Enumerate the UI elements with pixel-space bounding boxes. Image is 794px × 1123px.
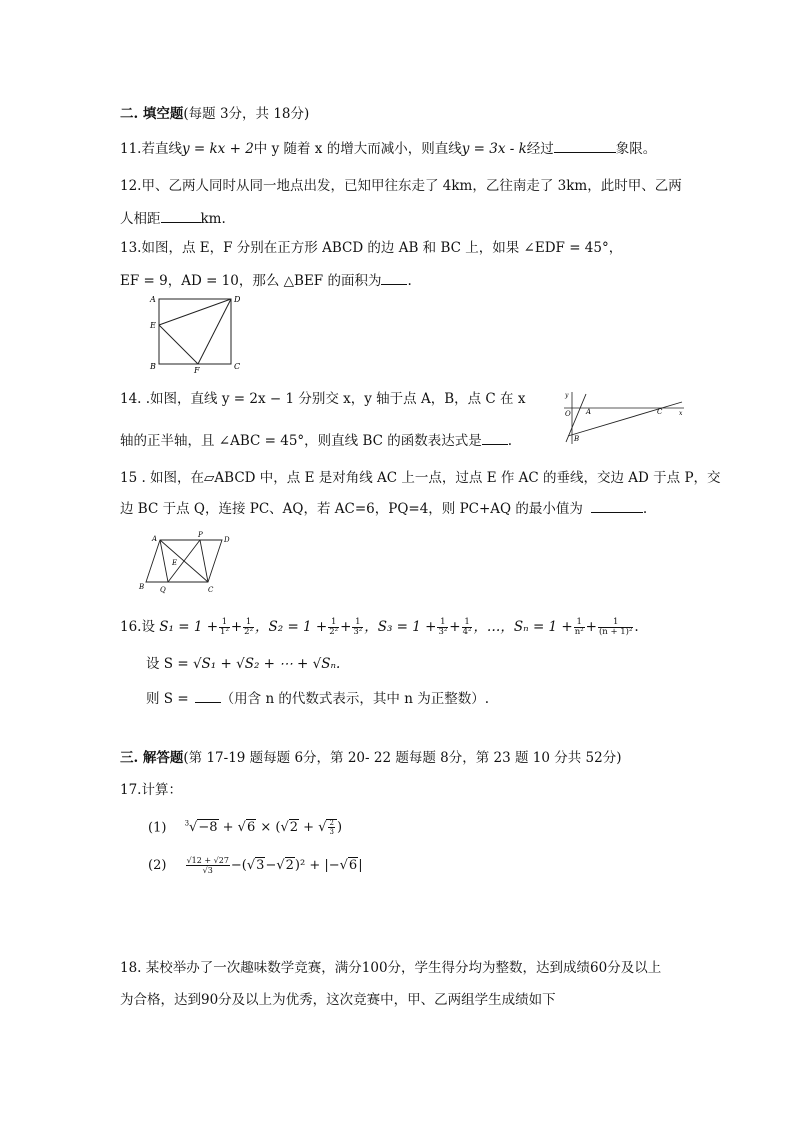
fig13-label-f: F bbox=[194, 366, 200, 374]
q14-text-b: . bbox=[507, 433, 513, 449]
q16-line-1: 16.设 S₁ = 1 + $\frac{1}{\text{1²}}$ + $\frac{1}{\text{2²}}$ ，S₂ = 1 + $\frac{1}{\text{2²}}$ + $\frac{1}{\text{3²}}$ ，S₃ = 1 + $\frac{1}{\text{3²}}$ + $\frac{1}{\text{4²}}$ ，…，Sₙ = 1 + $\frac{1}{\text{n²}}$ + $\frac{1}{\text{(n + 1)²}}$ . bbox=[120, 617, 639, 637]
q17-part-2-label: (2) bbox=[148, 858, 167, 873]
q16-text-3a: 则 S = bbox=[146, 691, 189, 707]
fig13-label-e: E bbox=[150, 321, 156, 330]
q16-sum-expression: √S₁ + √S₂ + ⋯ + √Sₙ. bbox=[192, 656, 341, 672]
q13-line-2 bbox=[120, 270, 412, 291]
q16-line-3 bbox=[146, 688, 489, 709]
q14-text-a: 轴的正半轴，且 ∠ABC = 45°，则直线 BC 的函数表达式是 bbox=[120, 433, 482, 449]
q12-answer-blank[interactable] bbox=[161, 208, 201, 223]
q15-answer-blank[interactable] bbox=[591, 498, 643, 513]
q16-s2: ，S₂ = 1 + bbox=[255, 619, 328, 635]
fig15-label-b: B bbox=[139, 583, 145, 591]
fig15-label-q: Q bbox=[160, 586, 166, 594]
q13-text-b: . bbox=[407, 273, 412, 289]
q17-part-1-label: (1) bbox=[148, 820, 167, 836]
q11-text-3: 经过 bbox=[526, 141, 554, 157]
fig13-label-d: D bbox=[234, 295, 241, 304]
q15-line-1: 15 . 如图，在▱ABCD 中，点 E 是对角线 AC 上一点，过点 E 作 AC 的垂线，交边 AD 于点 P，交 bbox=[120, 470, 721, 486]
q13-answer-blank[interactable] bbox=[381, 270, 407, 285]
section2-heading bbox=[120, 104, 309, 124]
q14-line-1: 14. .如图，直线 y = 2x − 1 分别交 x，y 轴于点 A，B，点 C 在 x bbox=[120, 391, 526, 407]
q11-number: 11. bbox=[120, 141, 142, 157]
fig13-label-c: C bbox=[234, 362, 241, 371]
q13-text-a: EF = 9，AD = 10，那么 △BEF 的面积为 bbox=[120, 273, 382, 289]
q12-text-a: 人相距 bbox=[120, 211, 161, 227]
q15-text-b: . bbox=[642, 501, 648, 517]
q15-parallelogram-figure bbox=[138, 530, 238, 596]
q11-answer-blank[interactable] bbox=[554, 138, 616, 153]
section3-title: 三. 解答题 bbox=[120, 750, 184, 766]
section3-heading bbox=[120, 748, 621, 768]
q16-answer-blank[interactable] bbox=[195, 688, 221, 703]
fig15-label-e: E bbox=[172, 559, 178, 567]
q16-s3: ，S₃ = 1 + bbox=[364, 619, 437, 635]
question-11 bbox=[120, 138, 656, 159]
q13-square-figure bbox=[146, 292, 246, 374]
q17-title: 17.计算： bbox=[120, 782, 182, 798]
q11-text-1: 若直线 bbox=[141, 141, 182, 157]
fig15-label-a: A bbox=[152, 535, 158, 543]
q12-line-1: 12.甲、乙两人同时从同一地点出发，已知甲往东走了 4km，乙往南走了 3km，此时甲、乙两 bbox=[120, 178, 682, 194]
fig14-label-o: O bbox=[565, 410, 571, 418]
q18-line-1: 18. 某校举办了一次趣味数学竞赛，满分100分，学生得分均为整数，达到成绩60分及以上 bbox=[120, 960, 662, 976]
q16-s1: S₁ = 1 + bbox=[159, 619, 219, 635]
fig14-label-b: B bbox=[574, 435, 580, 443]
q11-text-2: 中 y 随着 x 的增大而减小，则直线 bbox=[253, 141, 462, 157]
q16-line-2 bbox=[146, 654, 340, 674]
section3-note: (第 17-19 题每题 6分，第 20- 22 题每题 8分，第 23 题 10 分共 52分) bbox=[183, 750, 622, 766]
q15-line-2 bbox=[120, 498, 647, 519]
q11-equation-2: y = 3x - k bbox=[461, 141, 527, 157]
q16-text-2a: 设 S = bbox=[146, 656, 189, 672]
fig14-label-a: A bbox=[586, 408, 592, 416]
q12-text-b: km. bbox=[200, 211, 226, 227]
q16-sn: ，…，Sₙ = 1 + bbox=[473, 619, 573, 635]
q17-part-1: (1) $^3$√−8 + √6 × (√2 + √ $\frac{2}{3}$ ) bbox=[148, 819, 343, 837]
q14-line-2 bbox=[120, 430, 512, 451]
q11-equation-1: y = kx + 2 bbox=[181, 141, 254, 157]
q16-number: 16.设 bbox=[120, 619, 155, 635]
q16-text-3b: （用含 n 的代数式表示，其中 n 为正整数）. bbox=[220, 691, 490, 707]
q14-answer-blank[interactable] bbox=[482, 430, 508, 445]
q14-coordinate-figure bbox=[560, 388, 688, 446]
q11-text-4: 象限。 bbox=[615, 141, 657, 157]
section2-title: 二. 填空题 bbox=[120, 106, 184, 122]
fig13-label-a: A bbox=[150, 295, 156, 304]
fig13-label-b: B bbox=[150, 362, 156, 371]
q12-line-2 bbox=[120, 208, 226, 229]
fig14-label-y: y bbox=[565, 392, 569, 399]
q13-line-1: 13.如图，点 E，F 分别在正方形 ABCD 的边 AB 和 BC 上，如果 ∠EDF = 45°， bbox=[120, 240, 623, 256]
fig14-label-x: x bbox=[679, 410, 683, 417]
section2-note: (每题 3分，共 18分) bbox=[183, 106, 310, 122]
fig15-label-d: D bbox=[224, 536, 230, 544]
fig15-label-p: P bbox=[198, 531, 203, 539]
q18-line-2: 为合格，达到90分及以上为优秀，这次竞赛中，甲、乙两组学生成绩如下 bbox=[120, 992, 556, 1008]
q15-text-a: 边 BC 于点 Q，连接 PC、AQ，若 AC=6，PQ=4，则 PC+AQ 的最小值为 bbox=[120, 501, 583, 517]
q17-part-2: (2) $\frac{√12 + √27}{√3}$ −(√3−√2)² + |−√6| bbox=[148, 856, 363, 875]
fig15-label-c: C bbox=[208, 586, 214, 594]
fig14-label-c: C bbox=[657, 408, 663, 416]
